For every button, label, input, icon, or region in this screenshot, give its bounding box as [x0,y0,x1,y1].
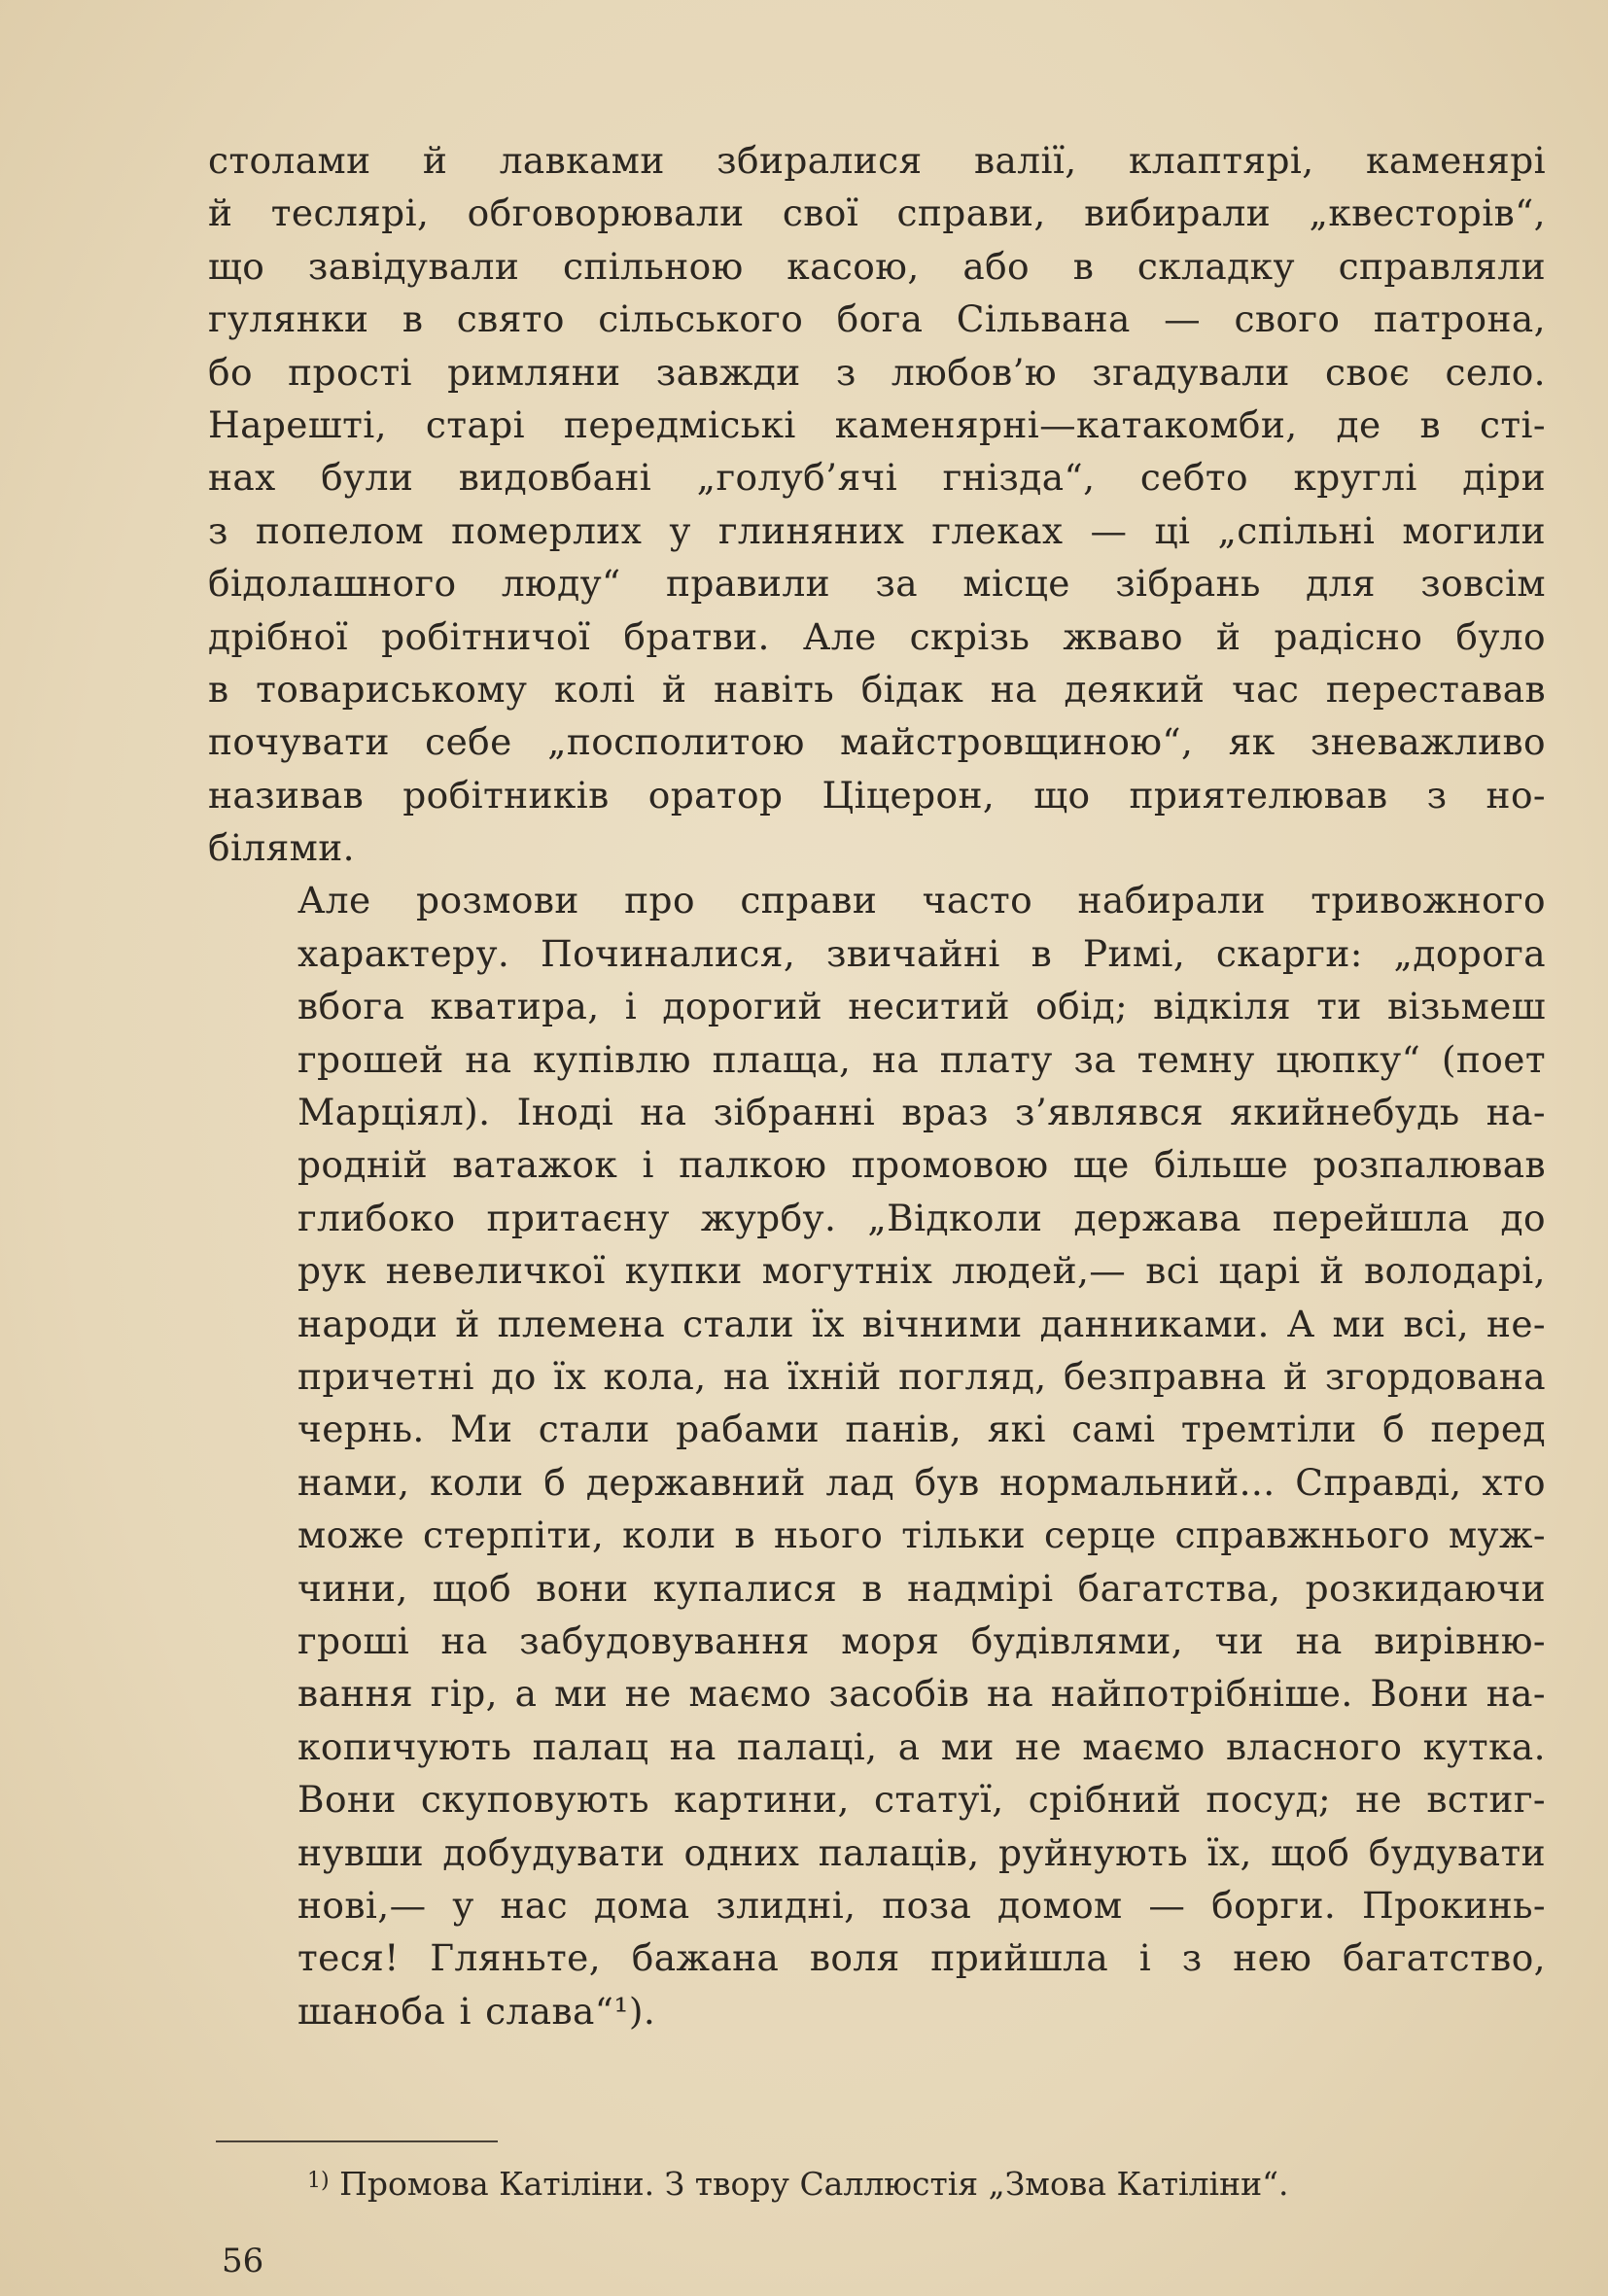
text-line: почувати себе „посполитою майстровщиною“, як зневажливо [208,720,1546,764]
text-line: Марціял). Іноді на зібранні враз з’являвся якийнебудь на- [297,1091,1546,1134]
text-line: грошей на купівлю плаща, на плату за темну цюпку“ (поет [297,1037,1546,1081]
text-line: гулянки в свято сільського бога Сільвана — свого патрона, [208,297,1546,341]
text-line: характеру. Починалися, звичайні в Римі, скарги: „дорога [297,931,1546,975]
text-line: бідолашного люду“ правили за місце зібрань для зовсім [208,562,1546,606]
text-line: бо прості римляни завжди з любов’ю згадували своє село. [208,350,1546,394]
text-line: Але розмови про справи часто набирали тривожного [297,879,1546,922]
text-line: з попелом померлих у глиняних глеках — ці „спільні могили [208,508,1546,552]
text-line: причетні до їх кола, на їхній погляд, безправна й згордована [297,1354,1546,1398]
paragraph [208,874,1546,2037]
text-line: білями. [208,826,355,870]
text-line: що завідували спільною касою, або в складку справляли [208,244,1546,288]
text-line: родній ватажок і палкою промовою ще більше розпалював [297,1143,1546,1187]
text-line: вання гір, а ми не маємо засобів на найпотрібніше. Вони на- [297,1672,1546,1716]
paragraph [208,134,1546,874]
text-line: чини, щоб вони купалися в надмірі багатства, розкидаючи [297,1566,1546,1610]
text-line: столами й лавками збиралися валії, клаптярі, каменярі [208,139,1546,182]
body-text [208,134,1546,2037]
text-line: глибоко притаєну журбу. „Відколи держава перейшла до [297,1196,1546,1239]
footnote [307,2160,1552,2206]
text-line: дрібної робітничої братви. Але скрізь жваво й радісно було [208,614,1546,658]
text-line: шаноба і слава“¹). [297,1989,656,2033]
text-line: нові,— у нас дома злидні, поза домом — борги. Прокинь- [297,1883,1546,1927]
footnote-divider [216,2140,498,2142]
footnote-text: Промова Катіліни. З твору Саллюстія „Змова Катіліни“. [339,2165,1289,2203]
text-line: нах були видовбані „голуб’ячі гнізда“, себто круглі діри [208,456,1546,500]
page-number: 56 [222,2242,264,2280]
text-line: гроші на забудовування моря будівлями, чи на вирівню- [297,1618,1546,1662]
text-line: теся! Гляньте, бажана воля прийшла і з нею багатство, [297,1936,1546,1980]
text-line: Нарешті, старі передміські каменярні—катакомби, де в сті- [208,402,1546,446]
text-line: може стерпіти, коли в нього тільки серце справжнього муж- [297,1513,1546,1557]
text-line: називав робітників оратор Ціцерон, що приятелював з но- [208,773,1546,817]
text-line: копичують палац на палаці, а ми не маємо власного кутка. [297,1724,1546,1768]
text-line: чернь. Ми стали рабами панів, які самі тремтіли б перед [297,1408,1546,1451]
text-line: Вони скуповують картини, статуї, срібний посуд; не встиг- [297,1778,1546,1822]
text-line: нувши добудувати одних палаців, руйнують їх, щоб будувати [297,1830,1546,1874]
text-line: рук невеличкої купки могутніх людей,— всі царі й володарі, [297,1249,1546,1293]
text-line: нами, коли б державний лад був нормальний... Справді, хто [297,1460,1546,1504]
text-line: вбога кватира, і дорогий неситий обід; відкіля ти візьмеш [297,985,1546,1028]
text-line: народи й племена стали їх вічними данниками. А ми всі, не- [297,1302,1546,1345]
text-line: й теслярі, обговорювали свої справи, вибирали „квесторів“, [208,191,1546,235]
footnote-marker: 1) [307,2169,330,2193]
text-line: в товариському колі й навіть бідак на деякий час переставав [208,667,1546,711]
